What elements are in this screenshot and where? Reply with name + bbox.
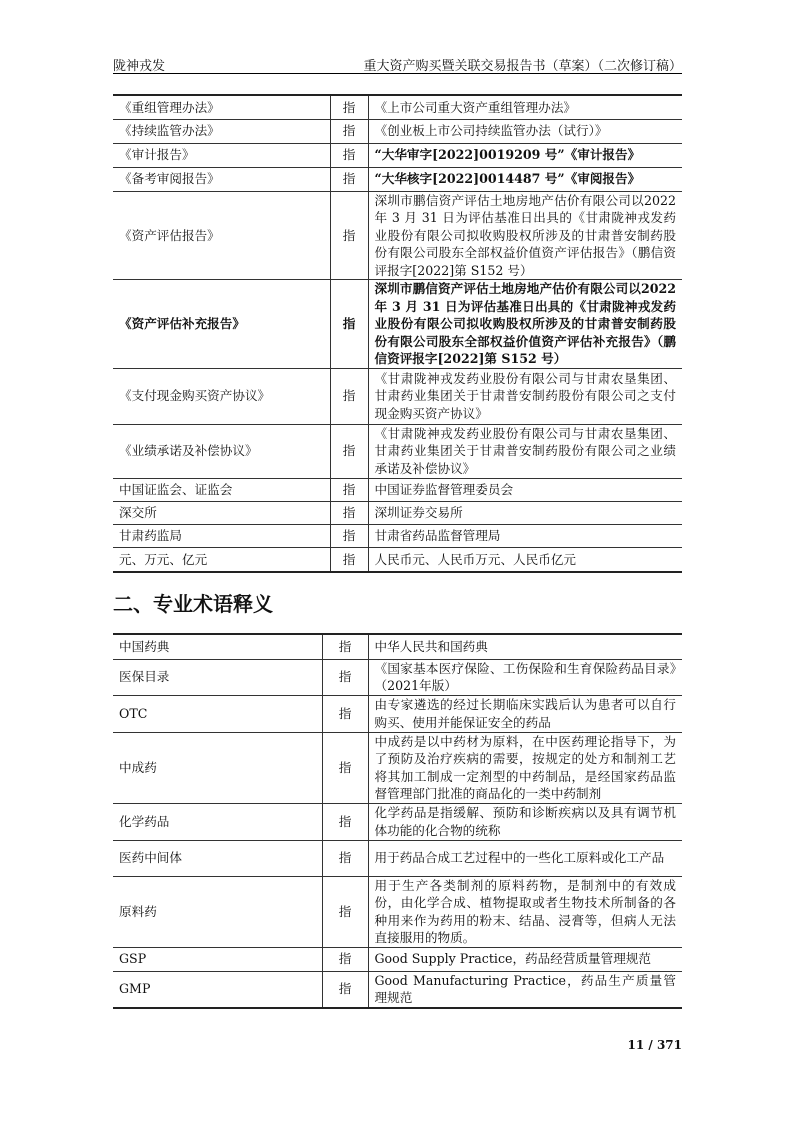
definition-cell: 《创业板上市公司持续监管办法（试行）》	[368, 119, 682, 143]
refers-cell: 指	[330, 143, 368, 167]
definition-cell: 《甘肃陇神戎发药业股份有限公司与甘肃农垦集团、甘肃药业集团关于甘肃普安制药股份有限公司之支付现金购买资产协议》	[368, 368, 682, 424]
table-row	[113, 840, 682, 876]
refers-cell: 指	[322, 659, 368, 695]
term-cell: 中国药典	[113, 634, 322, 659]
refers-cell: 指	[322, 876, 368, 947]
term-cell: 《重组管理办法》	[113, 95, 330, 119]
table-row	[113, 971, 682, 1008]
term-cell: 医药中间体	[113, 840, 322, 876]
table-row	[113, 119, 682, 143]
table-row	[113, 659, 682, 695]
definition-cell: Good Supply Practice，药品经营质量管理规范	[368, 947, 682, 971]
refers-cell: 指	[322, 947, 368, 971]
refers-cell: 指	[330, 167, 368, 191]
definition-cell: “大华审字[2022]0019209 号”《审计报告》	[368, 143, 682, 167]
table-row	[113, 191, 682, 280]
table-row	[113, 876, 682, 947]
table-row	[113, 478, 682, 501]
refers-cell: 指	[322, 732, 368, 803]
term-cell: 《资产评估补充报告》	[113, 280, 330, 369]
term-cell: GSP	[113, 947, 322, 971]
refers-cell: 指	[330, 280, 368, 369]
table-row	[113, 524, 682, 547]
table-row	[113, 547, 682, 572]
definition-cell: 化学药品是指缓解、预防和诊断疾病以及具有调节机体功能的化合物的统称	[368, 803, 682, 840]
definition-cell: 《国家基本医疗保险、工伤保险和生育保险药品目录》（2021年版）	[368, 659, 682, 695]
refers-cell: 指	[330, 478, 368, 501]
definition-cell: 中成药是以中药材为原料，在中医药理论指导下，为了预防及治疗疾病的需要，按规定的处方和制剂工艺将其加工制成一定剂型的中药制品，是经国家药品监督管理部门批准的商品化的一类中药制剂	[368, 732, 682, 803]
refers-cell: 指	[322, 695, 368, 732]
refers-cell: 指	[330, 191, 368, 280]
term-cell: 《审计报告》	[113, 143, 330, 167]
definition-cell: 深圳市鹏信资产评估土地房地产估价有限公司以2022 年 3 月 31 日为评估基准日出具的《甘肃陇神戎发药业股份有限公司拟收购股权所涉及的甘肃普安制药股份有限公司股东全部权益价值资产评估补充报告》（鹏信资评报字[2022]第 S152 号）	[368, 280, 682, 369]
table-row	[113, 368, 682, 424]
section-title: 二、专业术语释义	[113, 592, 273, 616]
definition-cell: 甘肃省药品监督管理局	[368, 524, 682, 547]
header-company: 陇神戎发	[113, 59, 166, 74]
definitions-table	[113, 94, 682, 573]
refers-cell: 指	[330, 501, 368, 524]
definition-cell: 用于生产各类制剂的原料药物，是制剂中的有效成份，由化学合成、植物提取或者生物技术所制备的各种用来作为药用的粉末、结晶、浸膏等，但病人无法直接服用的物质。	[368, 876, 682, 947]
definition-cell: 《上市公司重大资产重组管理办法》	[368, 95, 682, 119]
table-row	[113, 634, 682, 659]
definition-cell: 由专家遴选的经过长期临床实践后认为患者可以自行购买、使用并能保证安全的药品	[368, 695, 682, 732]
refers-cell: 指	[322, 840, 368, 876]
refers-cell: 指	[322, 803, 368, 840]
term-cell: 《持续监管办法》	[113, 119, 330, 143]
refers-cell: 指	[330, 95, 368, 119]
refers-cell: 指	[330, 119, 368, 143]
definition-cell: “大华核字[2022]0014487 号”《审阅报告》	[368, 167, 682, 191]
term-cell: 元、万元、亿元	[113, 547, 330, 572]
table-row	[113, 947, 682, 971]
page-header	[113, 55, 682, 74]
table-row	[113, 167, 682, 191]
table-row	[113, 732, 682, 803]
definition-cell: 中华人民共和国药典	[368, 634, 682, 659]
term-cell: 深交所	[113, 501, 330, 524]
definition-cell: 中国证券监督管理委员会	[368, 478, 682, 501]
term-cell: 中成药	[113, 732, 322, 803]
term-cell: GMP	[113, 971, 322, 1008]
page-number: 11 / 371	[627, 1038, 682, 1052]
term-cell: 《业绩承诺及补偿协议》	[113, 424, 330, 478]
definition-cell: 《甘肃陇神戎发药业股份有限公司与甘肃农垦集团、甘肃药业集团关于甘肃普安制药股份有限公司之业绩承诺及补偿协议》	[368, 424, 682, 478]
definition-cell: Good Manufacturing Practice，药品生产质量管理规范	[368, 971, 682, 1008]
table-row	[113, 695, 682, 732]
term-cell: 医保目录	[113, 659, 322, 695]
term-cell: 原料药	[113, 876, 322, 947]
table-row	[113, 501, 682, 524]
definition-cell: 深圳市鹏信资产评估土地房地产估价有限公司以2022 年 3 月 31 日为评估基准日出具的《甘肃陇神戎发药业股份有限公司拟收购股权所涉及的甘肃普安制药股份有限公司股东全部权益价值资产评估报告》（鹏信资评报字[2022]第 S152 号）	[368, 191, 682, 280]
refers-cell: 指	[330, 547, 368, 572]
term-cell: 《支付现金购买资产协议》	[113, 368, 330, 424]
definition-cell: 人民币元、人民币万元、人民币亿元	[368, 547, 682, 572]
term-cell: OTC	[113, 695, 322, 732]
refers-cell: 指	[322, 634, 368, 659]
header-doc-title: 重大资产购买暨关联交易报告书（草案）（二次修订稿）	[363, 59, 682, 74]
term-cell: 化学药品	[113, 803, 322, 840]
term-cell: 《资产评估报告》	[113, 191, 330, 280]
definition-cell: 用于药品合成工艺过程中的一些化工原料或化工产品	[368, 840, 682, 876]
refers-cell: 指	[322, 971, 368, 1008]
table-row	[113, 143, 682, 167]
term-cell: 中国证监会、证监会	[113, 478, 330, 501]
refers-cell: 指	[330, 424, 368, 478]
table-row	[113, 803, 682, 840]
refers-cell: 指	[330, 368, 368, 424]
terms-table	[113, 633, 682, 1009]
definition-cell: 深圳证券交易所	[368, 501, 682, 524]
refers-cell: 指	[330, 524, 368, 547]
table-row	[113, 424, 682, 478]
table-row	[113, 95, 682, 119]
term-cell: 甘肃药监局	[113, 524, 330, 547]
table-row	[113, 280, 682, 369]
term-cell: 《备考审阅报告》	[113, 167, 330, 191]
